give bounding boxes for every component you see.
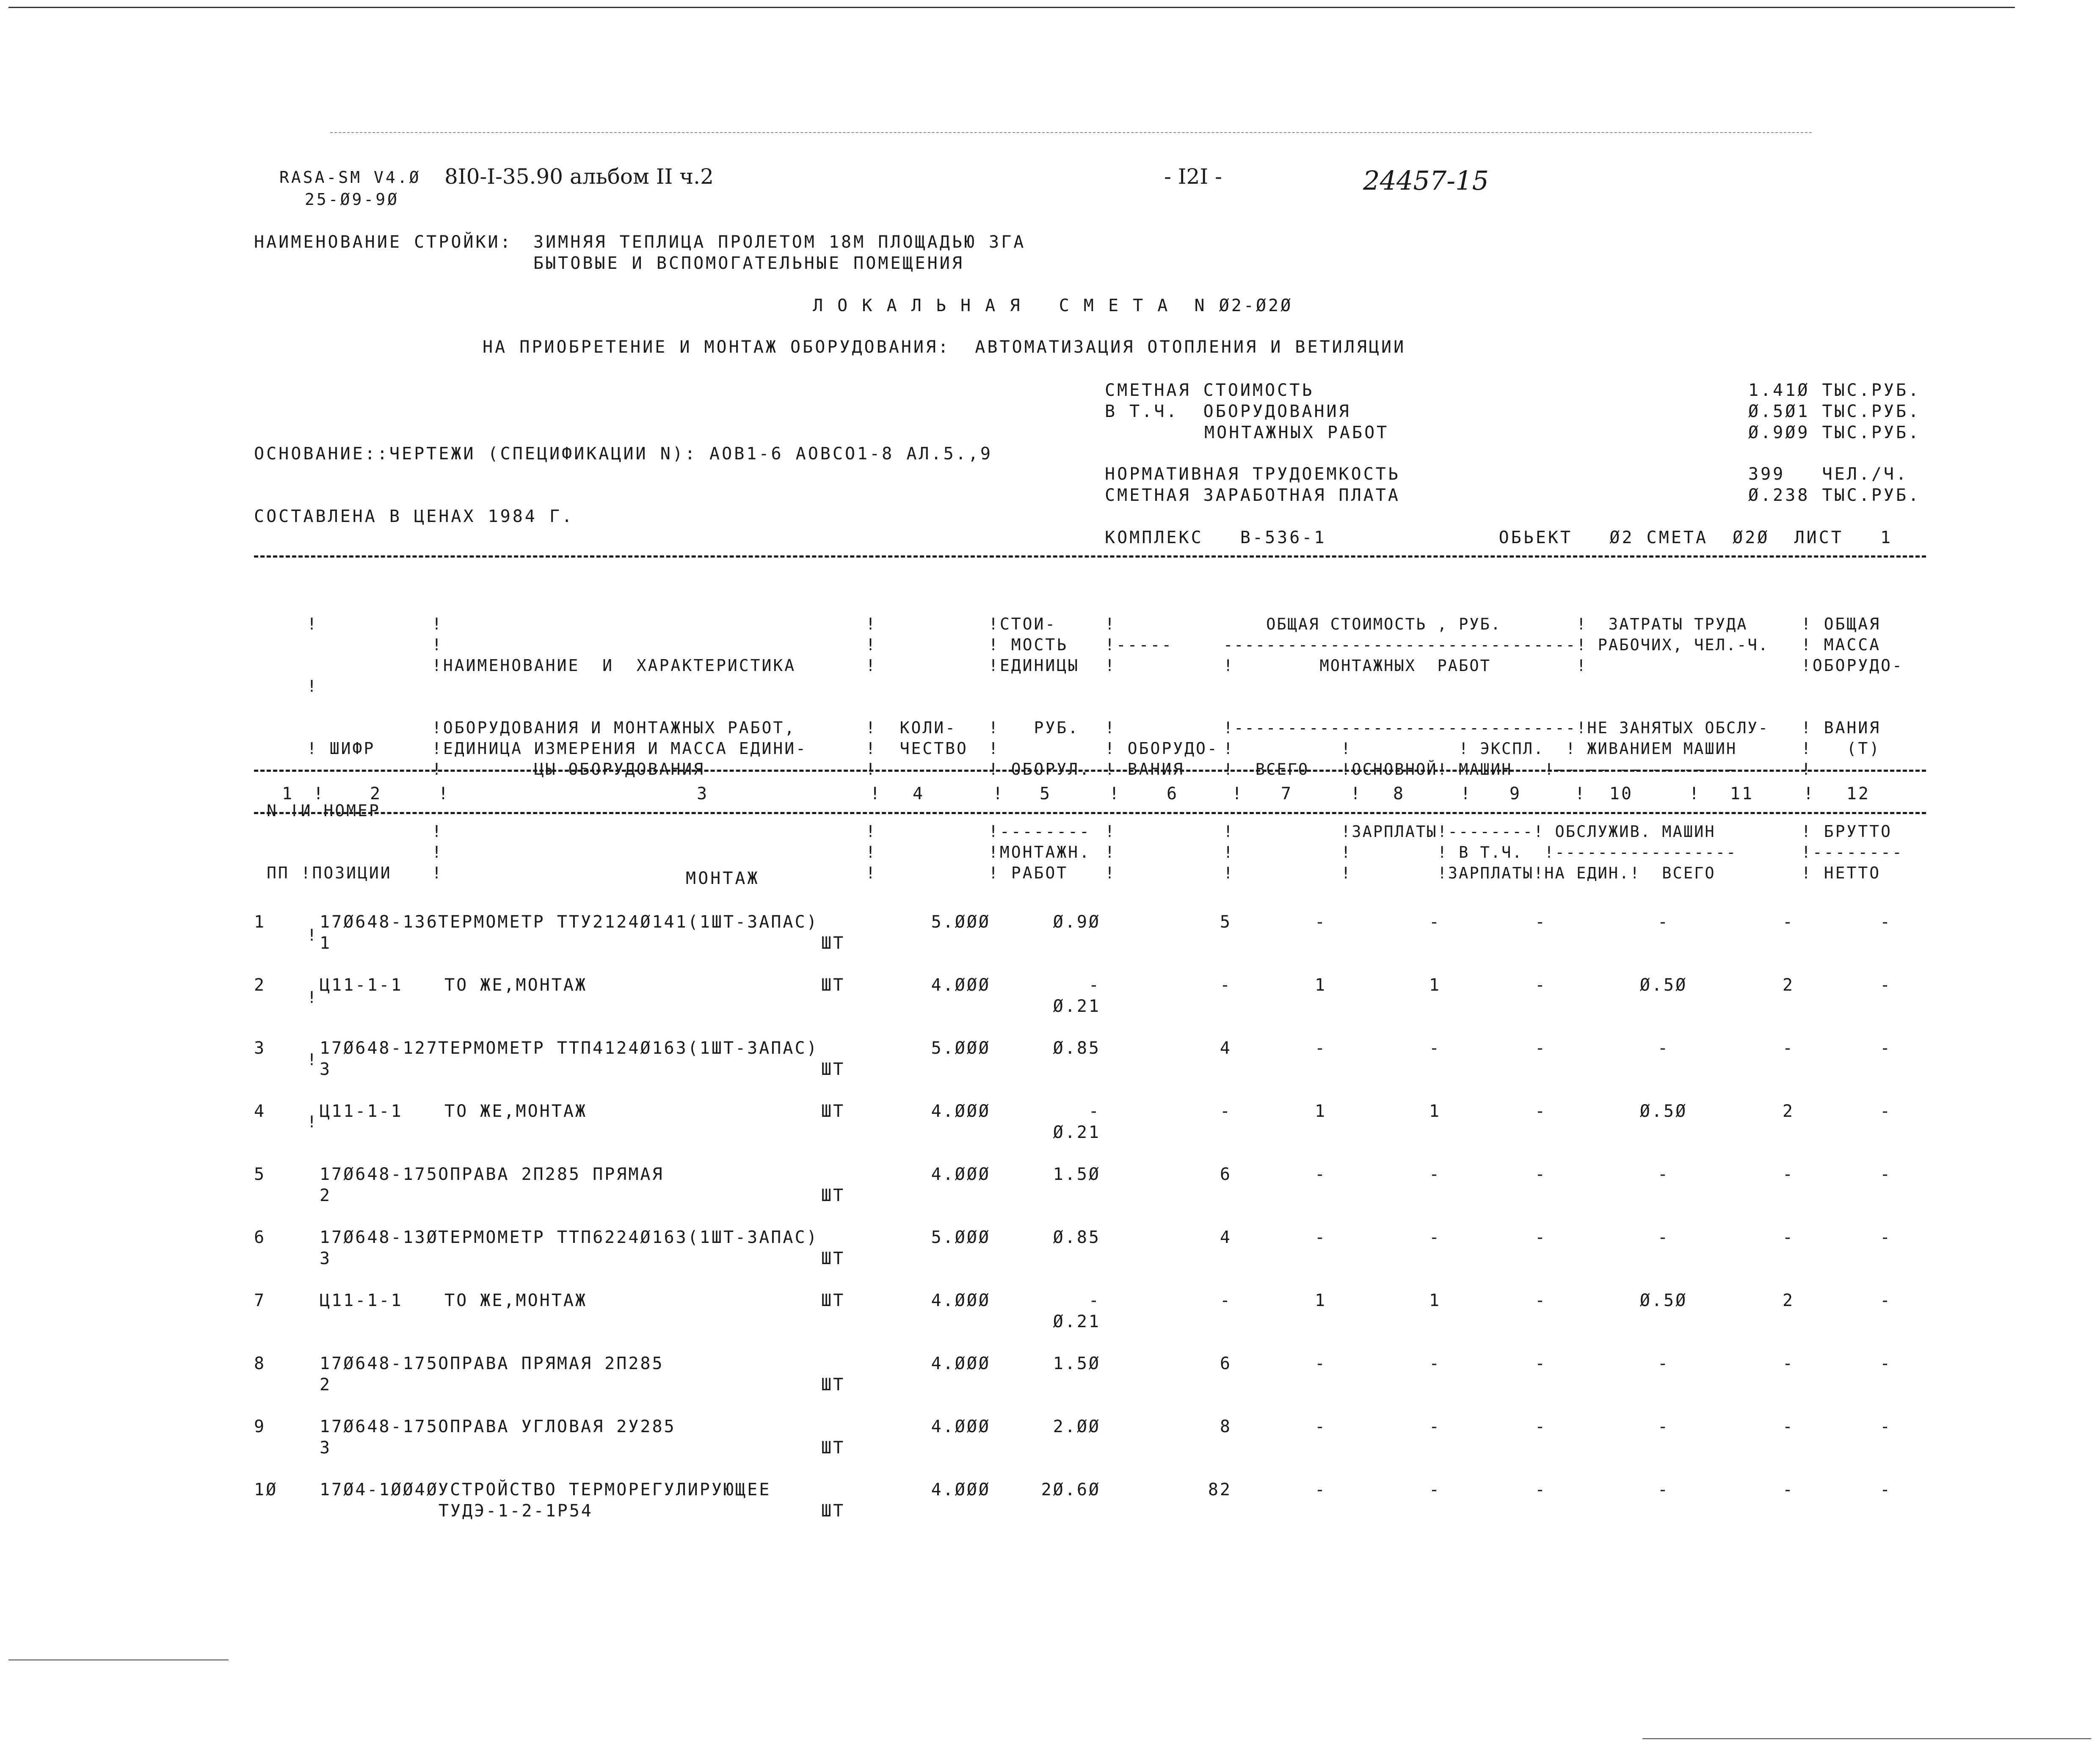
row-number: 5: [254, 1165, 266, 1184]
row-code: 17Ø648-175: [320, 1165, 439, 1184]
row-name: ТО ЖЕ,МОНТАЖ: [444, 975, 587, 995]
row-labor-unit: -: [1657, 912, 1670, 932]
row-machines: -: [1534, 912, 1547, 932]
equipment-value: Ø.5Ø1 ТЫС.РУБ.: [1748, 402, 1921, 421]
column-separator: !: [1803, 784, 1816, 804]
row-labor-total: -: [1782, 1480, 1795, 1499]
column-separator: !: [993, 784, 1005, 804]
row-machines: -: [1534, 1102, 1547, 1121]
row-number: 4: [254, 1102, 266, 1121]
row-labor-unit: -: [1657, 1417, 1670, 1436]
row-equipment: -: [1220, 1291, 1232, 1310]
row-price-mount: Ø.21: [1053, 1312, 1101, 1331]
equipment-label: В Т.Ч. ОБОРУДОВАНИЯ: [1105, 402, 1351, 421]
row-labor-total: -: [1782, 1417, 1795, 1436]
row-total: 1: [1314, 1102, 1327, 1121]
row-labor-total: -: [1782, 1354, 1795, 1373]
row-equipment: 5: [1220, 912, 1232, 932]
row-total: -: [1314, 1228, 1327, 1247]
row-sub: 3: [320, 1249, 332, 1268]
column-separator: !: [1109, 784, 1121, 804]
row-wage: 1: [1429, 975, 1441, 995]
column-number: 1: [281, 784, 294, 804]
row-quantity: 5.ØØØ: [931, 1228, 991, 1247]
prices-line: СОСТАВЛЕНА В ЦЕНАХ 1984 Г.: [254, 507, 574, 526]
row-quantity: 4.ØØØ: [931, 1102, 991, 1121]
row-machines: -: [1534, 1417, 1547, 1436]
row-labor-unit: -: [1657, 1165, 1670, 1184]
row-wage: 1: [1429, 1291, 1441, 1310]
row-labor-unit: -: [1657, 1038, 1670, 1058]
row-code: 17Ø648-127: [320, 1038, 439, 1058]
row-labor-unit: Ø.5Ø: [1639, 1102, 1688, 1121]
row-mass: -: [1879, 1165, 1892, 1184]
mounting-value: Ø.9Ø9 ТЫС.РУБ.: [1748, 423, 1921, 442]
row-name: ТО ЖЕ,МОНТАЖ: [444, 1291, 587, 1310]
column-separator: !: [313, 784, 326, 804]
row-price: Ø.9Ø: [1053, 912, 1101, 932]
row-labor-total: 2: [1782, 1291, 1795, 1310]
row-number: 9: [254, 1417, 266, 1436]
row-quantity: 5.ØØØ: [931, 1038, 991, 1058]
row-unit: ШТ: [821, 975, 845, 995]
column-header-mass: ! ОБЩАЯ ! МАССА !ОБОРУДО- ! ВАНИЯ ! (Т) ! ! БРУТТО !-------- ! НЕТТО: [1801, 615, 1904, 882]
row-total: -: [1314, 1354, 1327, 1373]
row-equipment: 6: [1220, 1165, 1232, 1184]
row-name: ОПРАВА ПРЯМАЯ 2П285: [438, 1354, 664, 1373]
section-title: МОНТАЖ: [686, 869, 760, 888]
column-header-equipment: ! !----- ! ! ! ОБОРУДО- ! ВАНИЯ ! ! !: [1105, 615, 1219, 882]
row-number: 3: [254, 1038, 266, 1058]
row-mass: -: [1879, 1228, 1892, 1247]
row-mass: -: [1879, 1038, 1892, 1058]
row-quantity: 4.ØØØ: [931, 975, 991, 995]
column-header-quantity: ! ! ! ! КОЛИ- ! ЧЕСТВО ! ! ! !: [866, 615, 968, 882]
row-price: 2Ø.6Ø: [1041, 1480, 1101, 1499]
row-equipment: 4: [1220, 1228, 1232, 1247]
row-mass: -: [1879, 1417, 1892, 1436]
wage-label: СМЕТНАЯ ЗАРАБОТНАЯ ПЛАТА: [1105, 486, 1400, 505]
row-machines: -: [1534, 1228, 1547, 1247]
row-unit: ШТ: [821, 1060, 845, 1079]
row-number: 8: [254, 1354, 266, 1373]
program-date: 25-Ø9-9Ø: [305, 190, 400, 209]
row-total: -: [1314, 1165, 1327, 1184]
row-unit: ШТ: [821, 1249, 845, 1268]
row-wage: -: [1429, 1354, 1441, 1373]
row-wage: -: [1429, 1417, 1441, 1436]
row-equipment: 82: [1208, 1480, 1232, 1499]
row-total: 1: [1314, 975, 1327, 995]
row-labor-unit: -: [1657, 1228, 1670, 1247]
row-unit: ШТ: [821, 1102, 845, 1121]
row-quantity: 5.ØØØ: [931, 912, 991, 932]
column-number: 4: [912, 784, 925, 804]
row-machines: -: [1534, 1291, 1547, 1310]
row-name: ТЕРМОМЕТР ТТП4124Ø163(1ШТ-ЗАПАС): [438, 1038, 819, 1058]
row-wage: -: [1429, 1480, 1441, 1499]
row-labor-total: -: [1782, 1228, 1795, 1247]
row-price: 2.ØØ: [1053, 1417, 1101, 1436]
row-code: Ц11-1-1: [320, 1102, 403, 1121]
row-code: 17Ø648-136: [320, 912, 439, 932]
complex-line: КОМПЛЕКС В-536-1 ОБЬЕКТ Ø2 СМЕТА Ø2Ø ЛИСТ 1: [1105, 528, 1893, 547]
column-separator: !: [1689, 784, 1701, 804]
column-number: 5: [1039, 784, 1052, 804]
row-code: 17Ø648-175: [320, 1354, 439, 1373]
row-unit: ШТ: [821, 933, 845, 953]
page-number: - I2I -: [1164, 164, 1222, 189]
row-machines: -: [1534, 1165, 1547, 1184]
row-mass: -: [1879, 912, 1892, 932]
column-header-name: ! ! !НАИМЕНОВАНИЕ И ХАРАКТЕРИСТИКА !ОБОРУДОВАНИЯ И МОНТАЖНЫХ РАБОТ, !ЕДИНИЦА ИЗМЕРЕНИЯ И МАССА ЕДИНИ- ! ЦЫ ОБОРУДОВАНИЯ ! ! !: [432, 615, 807, 882]
labor-label: НОРМАТИВНАЯ ТРУДОЕМКОСТЬ: [1105, 464, 1400, 484]
row-unit: ШТ: [821, 1501, 845, 1521]
row-name: ОПРАВА 2П285 ПРЯМАЯ: [438, 1165, 664, 1184]
row-name: ТЕРМОМЕТР ТТУ2124Ø141(1ШТ-ЗАПАС): [438, 912, 819, 932]
row-price: 1.5Ø: [1053, 1165, 1101, 1184]
row-code: 17Ø648-13Ø: [320, 1228, 439, 1247]
document-number: 24457-15: [1363, 165, 1489, 196]
row-code: Ц11-1-1: [320, 975, 403, 995]
column-number: 3: [696, 784, 709, 804]
row-mass: -: [1879, 1291, 1892, 1310]
row-labor-total: -: [1782, 1038, 1795, 1058]
row-code: Ц11-1-1: [320, 1291, 403, 1310]
row-price: -: [1088, 1291, 1101, 1310]
album-reference: 8I0-I-35.90 альбом II ч.2: [444, 164, 714, 189]
row-number: 6: [254, 1228, 266, 1247]
row-code: 17Ø648-175: [320, 1417, 439, 1436]
row-unit: ШТ: [821, 1186, 845, 1205]
top-border-line: [8, 7, 2015, 8]
row-unit: ШТ: [821, 1438, 845, 1458]
column-number: 6: [1166, 784, 1179, 804]
labor-value: 399 ЧЕЛ./Ч.: [1748, 464, 1909, 484]
row-labor-total: 2: [1782, 975, 1795, 995]
row-sub: 3: [320, 1438, 332, 1458]
row-sub: 3: [320, 1060, 332, 1079]
row-sub: 2: [320, 1186, 332, 1205]
row-total: 1: [1314, 1291, 1327, 1310]
row-labor-unit: -: [1657, 1480, 1670, 1499]
column-number: 9: [1509, 784, 1522, 804]
column-separator: !: [438, 784, 450, 804]
row-labor-unit: Ø.5Ø: [1639, 1291, 1688, 1310]
row-sub: 2: [320, 1375, 332, 1395]
row-number: 7: [254, 1291, 266, 1310]
row-number: 1Ø: [254, 1480, 278, 1499]
row-price: Ø.85: [1053, 1228, 1101, 1247]
cost-value: 1.41Ø ТЫС.РУБ.: [1748, 381, 1921, 400]
row-name: ТЕРМОМЕТР ТТП6224Ø163(1ШТ-ЗАПАС): [438, 1228, 819, 1247]
row-wage: -: [1429, 1165, 1441, 1184]
wage-value: Ø.238 ТЫС.РУБ.: [1748, 486, 1921, 505]
bottom-right-line: [1642, 1738, 2091, 1739]
document-title: Л О К А Л Ь Н А Я С М Е Т А N Ø2-Ø2Ø: [813, 296, 1293, 315]
row-equipment: -: [1220, 975, 1232, 995]
row-labor-total: -: [1782, 1165, 1795, 1184]
row-code: 17Ø4-1ØØ4Ø: [320, 1480, 439, 1499]
row-price-mount: Ø.21: [1053, 1123, 1101, 1142]
row-quantity: 4.ØØØ: [931, 1291, 991, 1310]
row-price: Ø.85: [1053, 1038, 1101, 1058]
row-equipment: -: [1220, 1102, 1232, 1121]
column-number: 7: [1280, 784, 1293, 804]
row-labor-unit: Ø.5Ø: [1639, 975, 1688, 995]
row-quantity: 4.ØØØ: [931, 1354, 991, 1373]
row-mass: -: [1879, 1354, 1892, 1373]
row-name: ТО ЖЕ,МОНТАЖ: [444, 1102, 587, 1121]
row-quantity: 4.ØØØ: [931, 1417, 991, 1436]
row-wage: -: [1429, 1038, 1441, 1058]
column-number: 8: [1393, 784, 1405, 804]
row-mass: -: [1879, 1480, 1892, 1499]
row-wage: 1: [1429, 1102, 1441, 1121]
column-header-total-and-labor: ОБЩАЯ СТОИМОСТЬ , РУБ. ! ЗАТРАТЫ ТРУДА ---------------------------------! РАБОЧИХ, ЧЕЛ.-Ч. ! МОНТАЖНЫХ РАБОТ ! !--------------------------------!НЕ ЗАНЯТЫХ ОБСЛУ- ! ! ! ЭКСПЛ. ! ЖИВАНИЕМ МАШИН ! ВСЕГО !ОСНОВНОЙ! МАШИН !----------------- ! !ЗАРПЛАТЫ!--------! ОБСЛУЖИВ. МАШИН ! ! ! В Т.Ч. !----------------- ! ! !ЗАРПЛАТЫ!НА ЕДИН.! ВСЕГО: [1223, 615, 1769, 882]
row-machines: -: [1534, 1480, 1547, 1499]
row-total: -: [1314, 1480, 1327, 1499]
construction-line-2: БЫТОВЫЕ И ВСПОМОГАТЕЛЬНЫЕ ПОМЕЩЕНИЯ: [533, 254, 964, 273]
column-separator: !: [1460, 784, 1473, 804]
row-price-mount: Ø.21: [1053, 997, 1101, 1016]
row-quantity: 4.ØØØ: [931, 1165, 991, 1184]
column-number: 10: [1609, 784, 1634, 804]
cost-label: СМЕТНАЯ СТОИМОСТЬ: [1105, 381, 1314, 400]
column-separator: !: [1575, 784, 1587, 804]
mounting-label: МОНТАЖНЫХ РАБОТ: [1204, 423, 1389, 442]
row-sub: 1: [320, 933, 332, 953]
row-total: -: [1314, 1417, 1327, 1436]
table-top-rule: [254, 555, 1926, 558]
row-quantity: 4.ØØØ: [931, 1480, 991, 1499]
row-unit: ШТ: [821, 1291, 845, 1310]
row-total: -: [1314, 1038, 1327, 1058]
document-subtitle: НА ПРИОБРЕТЕНИЕ И МОНТАЖ ОБОРУДОВАНИЯ: АВТОМАТИЗАЦИЯ ОТОПЛЕНИЯ И ВЕТИЛЯЦИИ: [483, 337, 1406, 357]
column-separator: !: [870, 784, 882, 804]
column-number: 11: [1730, 784, 1754, 804]
row-name: УСТРОЙСТВО ТЕРМОРЕГУЛИРУЮЩЕЕ: [438, 1480, 771, 1499]
row-machines: -: [1534, 975, 1547, 995]
row-number: 2: [254, 975, 266, 995]
column-number: 2: [370, 784, 382, 804]
row-wage: -: [1429, 912, 1441, 932]
row-equipment: 8: [1220, 1417, 1232, 1436]
row-price: -: [1088, 1102, 1101, 1121]
top-faint-line: [330, 132, 1812, 133]
row-labor-total: 2: [1782, 1102, 1795, 1121]
row-machines: -: [1534, 1354, 1547, 1373]
row-price: 1.5Ø: [1053, 1354, 1101, 1373]
row-labor-total: -: [1782, 912, 1795, 932]
row-mass: -: [1879, 975, 1892, 995]
row-price: -: [1088, 975, 1101, 995]
row-number: 1: [254, 912, 266, 932]
row-name: ОПРАВА УГЛОВАЯ 2У285: [438, 1417, 676, 1436]
construction-line-1: ЗИМНЯЯ ТЕПЛИЦА ПРОЛЕТОМ 18М ПЛОЩАДЬЮ 3ГА: [533, 232, 1026, 252]
row-equipment: 6: [1220, 1354, 1232, 1373]
construction-label: НАИМЕНОВАНИЕ СТРОЙКИ:: [254, 232, 513, 252]
row-total: -: [1314, 912, 1327, 932]
column-number: 12: [1846, 784, 1871, 804]
row-unit: ШТ: [821, 1375, 845, 1395]
program-version: RASA-SM V4.Ø: [279, 168, 421, 187]
row-labor-unit: -: [1657, 1354, 1670, 1373]
column-header-unit-cost: !СТОИ- ! МОСТЬ !ЕДИНИЦЫ ! РУБ. ! ! ОБОРУЛ. !-------- !МОНТАЖН. ! РАБОТ: [988, 615, 1091, 882]
column-header-position: ! ! ! ШИФР N !И НОМЕР ПП !ПОЗИЦИИ ! ! ! !: [267, 615, 392, 1131]
column-separator: !: [1232, 784, 1244, 804]
basis-line: ОСНОВАНИЕ::ЧЕРТЕЖИ (СПЕЦИФИКАЦИИ N): АОВ1-6 АОВСО1-8 АЛ.5.,9: [254, 444, 993, 464]
column-separator: !: [1350, 784, 1363, 804]
row-wage: -: [1429, 1228, 1441, 1247]
row-sub: ТУДЭ-1-2-1Р54: [320, 1501, 593, 1521]
row-machines: -: [1534, 1038, 1547, 1058]
row-mass: -: [1879, 1102, 1892, 1121]
row-equipment: 4: [1220, 1038, 1232, 1058]
